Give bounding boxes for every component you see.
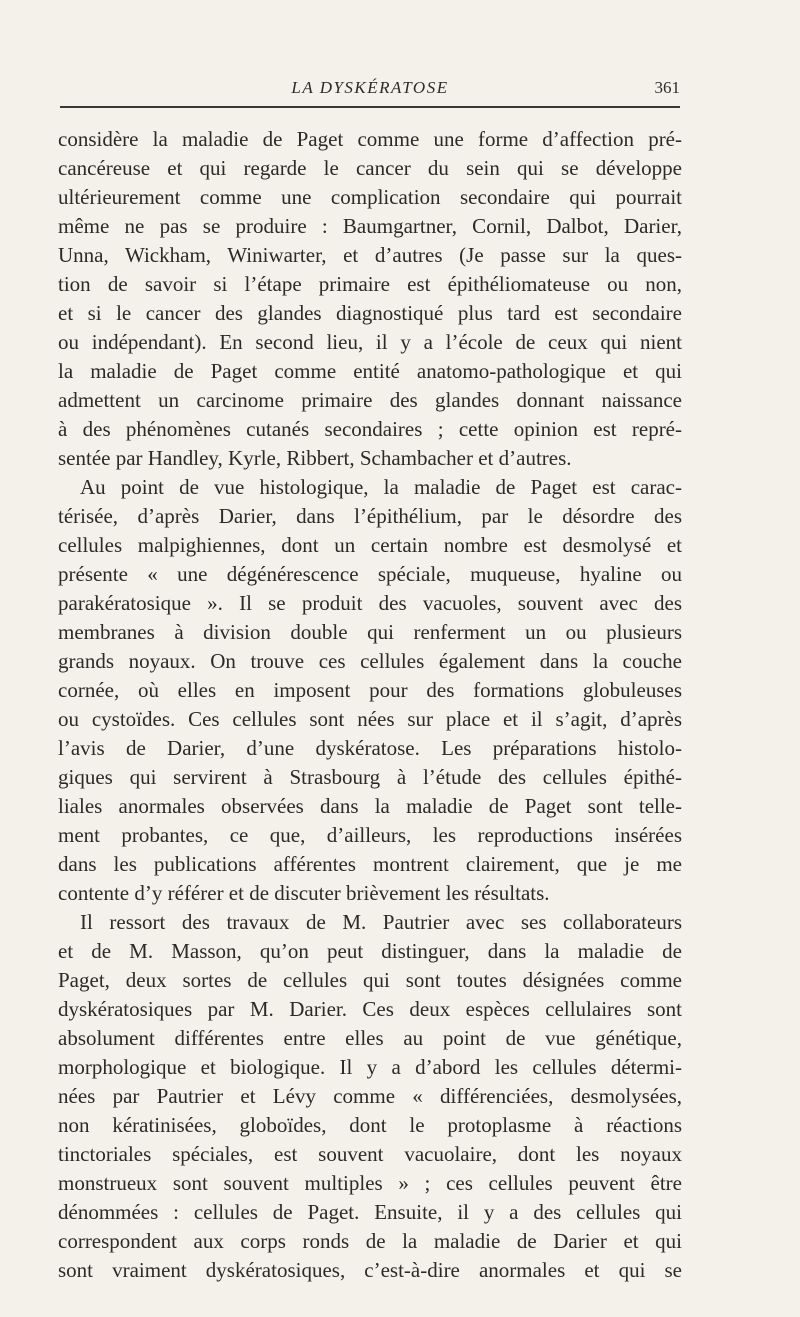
text-line: nées par Pautrier et Lévy comme « différenciées, desmolysées, xyxy=(58,1084,682,1108)
text-line: giques qui servirent à Strasbourg à l’étude des cellules épithé- xyxy=(58,765,682,789)
text-line: sentée par Handley, Kyrle, Ribbert, Schambacher et d’autres. xyxy=(58,446,572,470)
text-line: tion de savoir si l’étape primaire est épithéliomateuse ou non, xyxy=(58,272,682,296)
text-line: à des phénomènes cutanés secondaires ; cette opinion est repré- xyxy=(58,417,682,441)
text-line: cancéreuse et qui regarde le cancer du sein qui se développe xyxy=(58,156,682,180)
running-header xyxy=(60,78,680,108)
text-line: ou cystoïdes. Ces cellules sont nées sur place et il s’agit, d’après xyxy=(58,707,682,731)
text-line: contente d’y référer et de discuter brièvement les résultats. xyxy=(58,881,550,905)
text-line: l’avis de Darier, d’une dyskératose. Les préparations histolo- xyxy=(58,736,682,760)
page-number: 361 xyxy=(654,78,680,97)
text-line: la maladie de Paget comme entité anatomo-pathologique et qui xyxy=(58,359,682,383)
body-text xyxy=(58,125,682,1285)
text-line: ultérieurement comme une complication secondaire qui pourrait xyxy=(58,185,682,209)
text-line: cornée, où elles en imposent pour des formations globuleuses xyxy=(58,678,682,702)
text-line: correspondent aux corps ronds de la maladie de Darier et qui xyxy=(58,1229,682,1253)
text-line: Paget, deux sortes de cellules qui sont toutes désignées comme xyxy=(58,968,682,992)
text-line: dénommées : cellules de Paget. Ensuite, il y a des cellules qui xyxy=(58,1200,682,1224)
text-line: et de M. Masson, qu’on peut distinguer, dans la maladie de xyxy=(58,939,682,963)
text-line: non kératinisées, globoïdes, dont le protoplasme à réactions xyxy=(58,1113,682,1137)
text-line: monstrueux sont souvent multiples » ; ces cellules peuvent être xyxy=(58,1171,682,1195)
text-line: admettent un carcinome primaire des glandes donnant naissance xyxy=(58,388,682,412)
text-line: tinctoriales spéciales, est souvent vacuolaire, dont les noyaux xyxy=(58,1142,682,1166)
text-line: liales anormales observées dans la maladie de Paget sont telle- xyxy=(58,794,682,818)
text-line: ou indépendant). En second lieu, il y a l’école de ceux qui nient xyxy=(58,330,682,354)
text-line: et si le cancer des glandes diagnostiqué plus tard est secondaire xyxy=(58,301,682,325)
text-line: sont vraiment dyskératosiques, c’est-à-dire anormales et qui se xyxy=(58,1258,682,1282)
text-line: morphologique et biologique. Il y a d’abord les cellules détermi- xyxy=(58,1055,682,1079)
text-line: absolument différentes entre elles au point de vue génétique, xyxy=(58,1026,682,1050)
text-line: dyskératosiques par M. Darier. Ces deux espèces cellulaires sont xyxy=(58,997,682,1021)
text-line: grands noyaux. On trouve ces cellules également dans la couche xyxy=(58,649,682,673)
running-title: LA DYSKÉRATOSE xyxy=(291,78,449,97)
text-line: considère la maladie de Paget comme une forme d’affection pré- xyxy=(58,127,682,151)
text-line: ment probantes, ce que, d’ailleurs, les reproductions insérées xyxy=(58,823,682,847)
text-line: Unna, Wickham, Winiwarter, et d’autres (Je passe sur la ques- xyxy=(58,243,682,267)
text-line: térisée, d’après Darier, dans l’épithélium, par le désordre des xyxy=(58,504,682,528)
text-line: parakératosique ». Il se produit des vacuoles, souvent avec des xyxy=(58,591,682,615)
text-line: dans les publications afférentes montrent clairement, que je me xyxy=(58,852,682,876)
text-line: Il ressort des travaux de M. Pautrier avec ses collaborateurs xyxy=(80,910,682,934)
text-line: même ne pas se produire : Baumgartner, Cornil, Dalbot, Darier, xyxy=(58,214,682,238)
text-line: membranes à division double qui renferment un ou plusieurs xyxy=(58,620,682,644)
text-line: Au point de vue histologique, la maladie de Paget est carac- xyxy=(80,475,682,499)
text-line: cellules malpighiennes, dont un certain nombre est desmolysé et xyxy=(58,533,682,557)
text-line: présente « une dégénérescence spéciale, muqueuse, hyaline ou xyxy=(58,562,682,586)
